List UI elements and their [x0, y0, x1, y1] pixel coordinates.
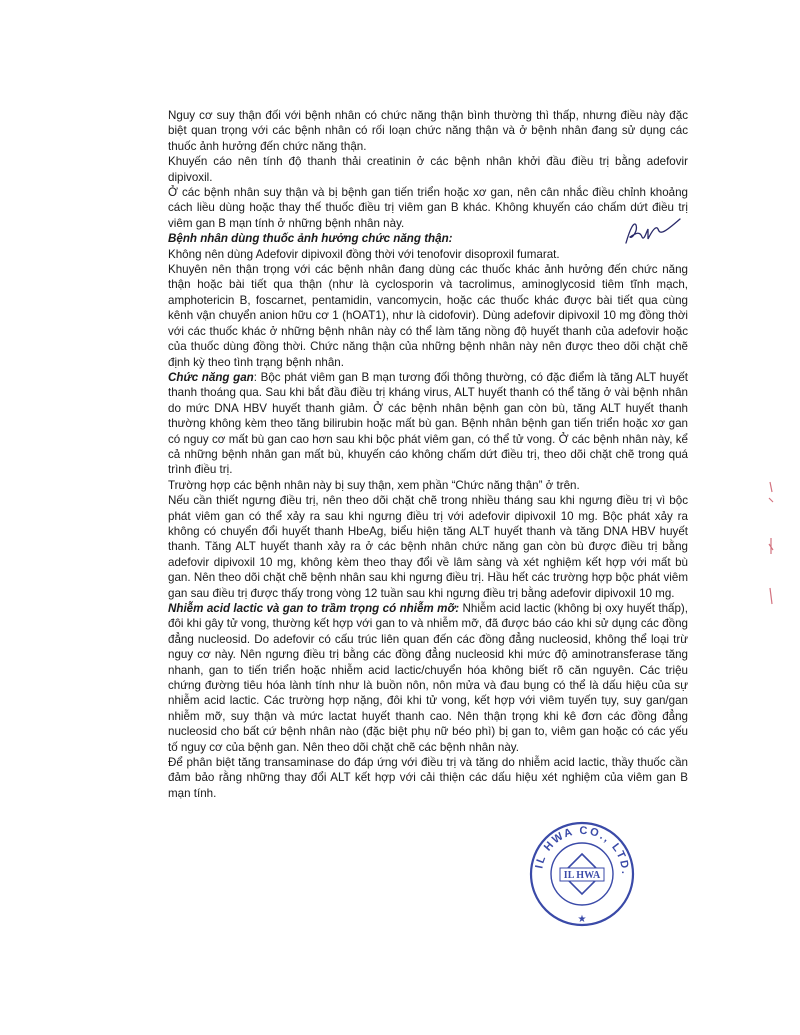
paragraph-5: Không nên dùng Adefovir dipivoxil đồng thời với tenofovir disoproxil fumarat.	[168, 247, 560, 261]
paragraph-2: Khuyến cáo nên tính độ thanh thải creatinin ở các bệnh nhân khởi đầu điều trị bằng adefovir dipivoxil.	[168, 155, 688, 184]
stamp-ring-text: IL HWA CO., LTD.	[533, 824, 632, 876]
paragraph-10	[168, 601, 688, 755]
paragraph-3: Ở các bệnh nhân suy thận và bị bệnh gan tiến triển hoặc xơ gan, nên cân nhắc điều chỉnh khoảng cách liều dùng hoặc thay thế thuốc điều trị viêm gan B khác. Không khuyến cáo chấm dứt điều trị viêm gan B mạn tính ở những bệnh nhân này.	[168, 186, 688, 230]
margin-ink-marks	[764, 480, 778, 610]
paragraph-7-text: : Bộc phát viêm gan B mạn tương đối thông thường, có đặc điểm là tăng ALT huyết thanh thoáng qua. Sau khi bắt đầu điều trị kháng virus, ALT huyết thanh có thể tăng ở vài bệnh nhân do mức DNA HBV huyết thanh giảm. Ở các bệnh nhân bệnh gan còn bù, tăng ALT huyết thanh thường không kèm theo tăng bilirubin hoặc mất bù gan. Bệnh nhân bệnh gan tiến triển hoặc xơ gan có nguy cơ mất bù gan cao hơn sau khi bộc phát viêm gan, có thể tử vong. Ở các bệnh nhân này, kể cả những bệnh nhân gan mất bù, khuyến cáo không chấm dứt điều trị, theo dõi chặt chẽ trong quá trình điều trị.	[168, 370, 688, 477]
company-seal-stamp	[528, 820, 636, 928]
paragraph-10-text: Nhiễm acid lactic (không bị oxy huyết thấp), đôi khi gây tử vong, thường kết hợp với gan to và nhiễm mỡ, đã được báo cáo khi sử dụng các đồng đẳng nucleosid. Do adefovir có cấu trúc liên quan đến các đồng đẳng nucleosid, không thể loại trừ nguy cơ này. Nên ngưng điều trị bằng các đồng đẳng nucleosid khi mức độ aminotransferase tăng nhanh, gan to tiến triển hoặc nhiễm acid lactic/chuyển hóa không biết rõ căn nguyên. Các triệu chứng đường tiêu hóa lành tính như là buồn nôn, nôn mửa và đau bụng có thể là dấu hiệu của sự nhiễm acid lactic. Các trường hợp nặng, đôi khi tử vong, kết hợp với viêm tuyến tụy, suy gan/gan nhiễm mỡ, suy thận và mức lactat huyết thanh cao. Nên thận trọng khi kê đơn các đồng đẳng nucleosid cho bất cứ bệnh nhân nào (đặc biệt phụ nữ béo phì) bị gan to, viêm gan hoặc có các yếu tố nguy cơ của bệnh gan. Nên theo dõi chặt chẽ các bệnh nhân này.	[168, 602, 688, 754]
section-heading-liver-function: Chức năng gan	[168, 370, 254, 384]
stamp-star-icon: ★	[577, 914, 587, 925]
paragraph-9: Nếu cần thiết ngưng điều trị, nên theo dõi chặt chẽ trong nhiều tháng sau khi ngưng điều trị vì bộc phát viêm gan có thể xảy ra sau khi ngưng điều trị với adefovir dipivoxil 10 mg. Bộc phát xảy ra không có chuyển đổi huyết thanh HbeAg, biểu hiện tăng ALT huyết thanh và tăng DNA HBV huyết thanh. Tăng ALT huyết thanh xảy ra ở các bệnh nhân chức năng gan còn bù được điều trị bằng adefovir dipivoxil 10 mg, không kèm theo thay đổi về lâm sàng và xét nghiệm kết hợp với mất bù gan. Nên theo dõi chặt chẽ bệnh nhân sau khi ngưng điều trị. Hầu hết các trường hợp bộc phát viêm gan sau điều trị được thấy trong vòng 12 tuần sau khi ngưng điều trị bằng adefovir dipivoxil 10 mg.	[168, 494, 688, 600]
paragraph-6: Khuyên nên thận trọng với các bệnh nhân đang dùng các thuốc khác ảnh hưởng đến chức năng thận hoặc bài tiết qua thận (như là cyclosporin và tacrolimus, aminoglycosid tiêm tĩnh mạch, amphotericin B, foscarnet, pentamidin, vancomycin, hoặc các thuốc khác được bài tiết qua cùng kênh vận chuyển anion hữu cơ 1 (hOAT1), như là cidofovir). Dùng adefovir dipivoxil 10 mg đồng thời với các thuốc khác ở những bệnh nhân này có thể làm tăng nồng độ huyết thanh của adefovir hoặc của thuốc dùng đồng thời. Chức năng thận của những bệnh nhân này nên được theo dõi chặt chẽ định kỳ theo tình trạng bệnh nhân.	[168, 263, 688, 369]
section-heading-lactic-acidosis: Nhiễm acid lactic và gan to trầm trọng có nhiễm mỡ:	[168, 602, 460, 615]
document-body	[168, 108, 688, 801]
stamp-center-text: IL HWA	[563, 870, 601, 881]
paragraph-11: Để phân biệt tăng transaminase do đáp ứng với điều trị và tăng do nhiễm acid lactic, thầy thuốc cần đảm bảo rằng những thay đổi ALT kết hợp với cải thiện các dấu hiệu xét nghiệm của viêm gan B mạn tính.	[168, 756, 688, 800]
paragraph-7	[168, 370, 688, 478]
paragraph-8: Trường hợp các bệnh nhân này bị suy thận, xem phần “Chức năng thận” ở trên.	[168, 478, 580, 492]
paragraph-1: Nguy cơ suy thận đối với bệnh nhân có chức năng thận bình thường thì thấp, nhưng điều này đặc biệt quan trọng với các bệnh nhân có rối loạn chức năng thận và ở bệnh nhân đang sử dụng các thuốc ảnh hưởng đến chức năng thận.	[168, 109, 688, 153]
section-heading-renal-drugs: Bệnh nhân dùng thuốc ảnh hưởng chức năng thận:	[168, 232, 453, 246]
paragraph-4	[168, 231, 688, 246]
handwritten-signature	[622, 215, 684, 249]
